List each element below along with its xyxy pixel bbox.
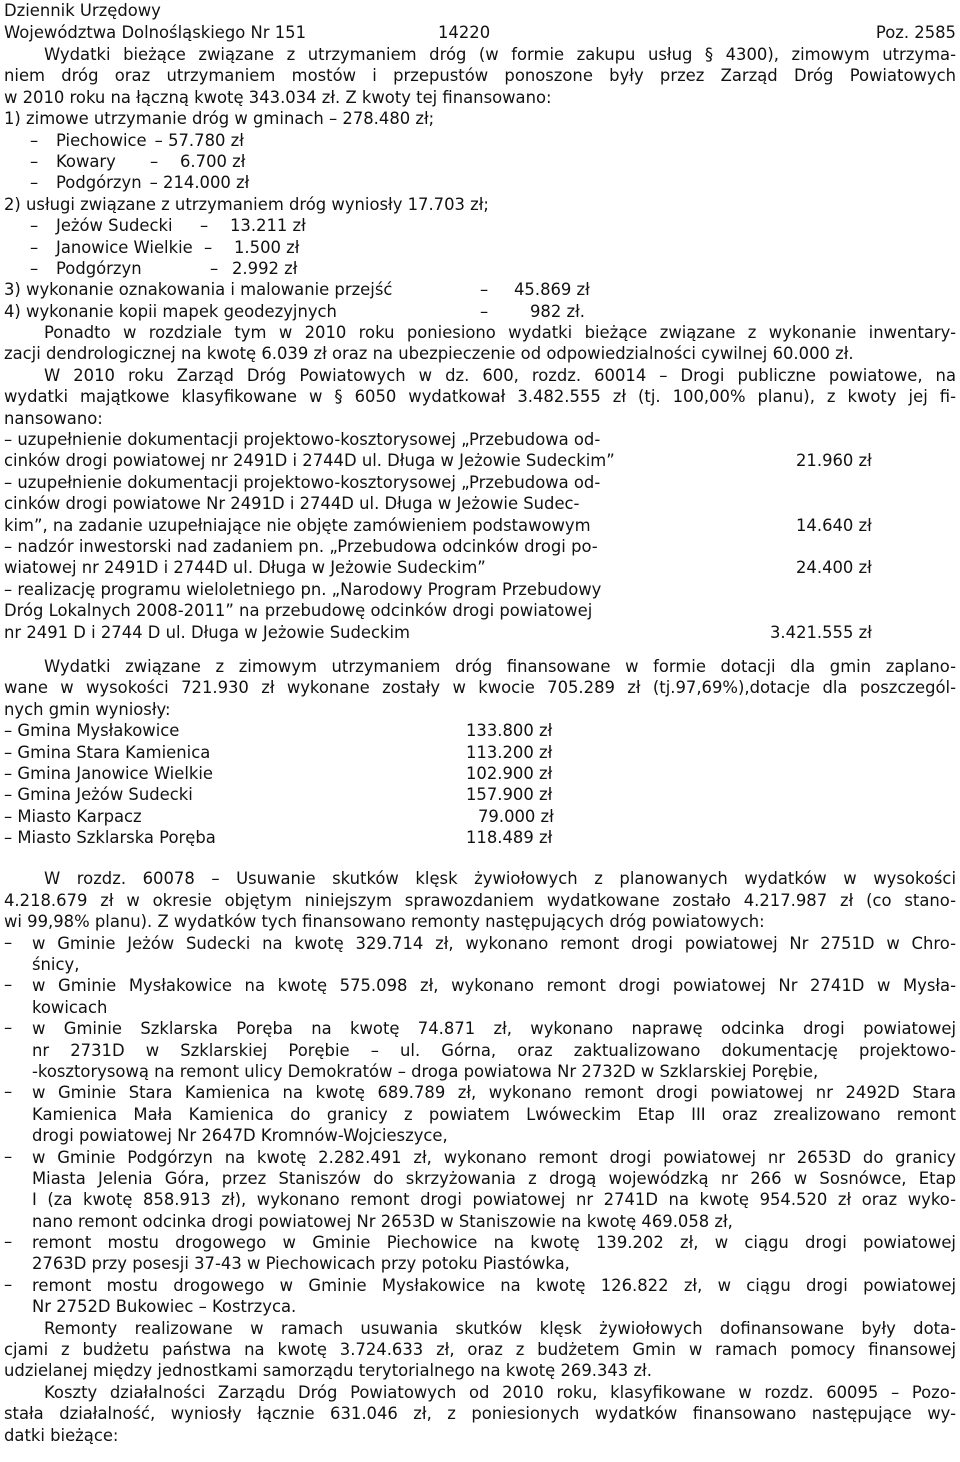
winter-row: – Podgórzyn – 214.000 zł [30,173,250,193]
text-line: udzielanej między jednostkami samorządu terytorialnego na kwotę 269.343 zł. [4,1361,652,1381]
journal-header-row [4,22,956,44]
text-line: Wydatki związane z zimowym utrzymaniem dróg finansowane w formie dotacji dla gmin zaplano- [44,656,956,676]
gmina-row: – Gmina Mysłakowice 133.800 zł [4,721,553,741]
text-line: datki bieżące: [4,1425,119,1445]
winter-row: – Piechowice – 57.780 zł [30,130,244,150]
amount: 45.869 zł [514,280,590,300]
text-line: cinków drogi powiatowej nr 2491D i 2744D ul. Długa w Jeżowie Sudeckim” 21.960 zł [4,451,872,471]
text-line: nansowano: [4,408,103,428]
amount: 133.800 zł [466,721,553,741]
gmina-row: – Gmina Stara Kamienica 113.200 zł [4,742,553,762]
municipality-name: Podgórzyn [56,173,142,193]
text-line: cjami z budżetu państwa na kwotę 3.724.633 zł, oraz z budżetem Gmin w ramach pomocy finansowej [4,1340,956,1360]
text-line: 4.218.679 zł w okresie objętym niniejszym sprawozdaniem wydatkowane zostało 4.217.987 zł (co stano- [4,890,956,910]
amount: 21.960 zł [796,451,872,471]
municipality-name: Kowary [56,151,116,171]
journal-title: Dziennik Urzędowy [4,1,161,20]
amount: 13.211 zł [230,216,306,236]
list-item: 4) wykonanie kopii mapek geodezyjnych – 982 zł. [4,301,585,321]
investment-item [4,429,956,472]
text-line: Remonty realizowane w ramach usuwania skutków klęsk żywiołowych dofinansowane były dota- [44,1318,956,1338]
repair-item: – w Gminie Podgórzyn na kwotę 2.282.491 zł, wykonano remont drogi powiatowej nr 2653D do granicy Miasta Jelenia Góra, przez Staniszów do skrzyżowania z drogą wojewódzką nr 266 w Sosnówce, Etap I (za kwotę 858.913 zł), wykonano remont drogi powiatowej nr 2741D na kwotę 954.520 zł oraz wyko- nano remont odcinka drogi powiatowej Nr 2653D w Staniszowie na kwotę 469.058 zł, [4,1146,956,1231]
journal-voivodeship: Województwa Dolnośląskiego Nr 151 [4,23,307,42]
amount: 14.640 zł [796,515,872,535]
journal-position: Poz. 2585 [875,23,956,42]
amount: 2.992 zł [232,258,298,278]
text-line: W rozdz. 60078 – Usuwanie skutków klęsk żywiołowych z planowanych wydatków w wysokości [44,869,956,889]
winter-row: – Kowary – 6.700 zł [30,151,246,171]
amount: 113.200 zł [466,742,553,762]
repair-item: – remont mostu drogowego w Gminie Piechowice na kwotę 139.202 zł, w ciągu drogi powiatowej 2763D przy posesji 37-43 w Piechowicach przy potoku Piastówka, [4,1232,956,1274]
list-item: 2) usługi związane z utrzymaniem dróg wyniosły 17.703 zł; [4,194,489,214]
services-row: – Janowice Wielkie – 1.500 zł [30,237,300,257]
document-page [4,0,956,1446]
gmina-row: – Gmina Jeżów Sudecki 157.900 zł [4,785,553,805]
amount: 6.700 zł [180,151,246,171]
municipality-name: Piechowice [56,130,147,150]
text-line: stała działalność, wyniosły łącznie 631.046 zł, z poniesionych wydatków finansowano następujące wy- [4,1404,956,1424]
text-line: Dróg Lokalnych 2008-2011” na przebudowę odcinków drogi powiatowej [4,601,593,621]
list-item: 1) zimowe utrzymanie dróg w gminach – 278.480 zł; [4,109,435,129]
amount: 24.400 zł [796,558,872,578]
amount: 157.900 zł [466,785,553,805]
text-line: Wydatki bieżące związane z utrzymaniem dróg (w formie zakupu usług § 4300), zimowym utrzyma- [44,45,956,64]
text-line: cinków drogi powiatowe Nr 2491D i 2744D ul. Długa w Jeżowie Sudec- [4,494,580,514]
text-line: nych gmin wyniosły: [4,699,171,719]
text-line: nr 2491 D i 2744 D ul. Długa w Jeżowie Sudeckim 3.421.555 zł [4,622,872,642]
text-line: niem dróg oraz utrzymaniem mostów i przepustów ponoszone były przez Zarząd Dróg Powiatowych [4,66,956,86]
municipality-name: Jeżów Sudecki [56,216,173,236]
gmina-row: – Gmina Janowice Wielkie 102.900 zł [4,763,553,783]
repair-item: – w Gminie Jeżów Sudecki na kwotę 329.714 zł, wykonano remont drogi powiatowej Nr 2751D w Chro- śnicy, [4,932,956,975]
text-line: wydatki majątkowe klasyfikowane w § 6050 wydatkował 3.482.555 zł (tj. 100,00% planu), z kwoty jej fi- [4,387,956,407]
amount: 57.780 zł [168,130,244,150]
amount: 79.000 zł [478,806,554,826]
text-line: W 2010 roku Zarząd Dróg Powiatowych w dz. 600, rozdz. 60014 – Drogi publiczne powiatowe, na [44,365,956,385]
text-line: – uzupełnienie dokumentacji projektowo-kosztorysowej „Przebudowa od- [4,472,601,492]
services-row: – Jeżów Sudecki – 13.211 zł [30,216,306,236]
text-line: – nadzór inwestorski nad zadaniem pn. „Przebudowa odcinków drogi po- [4,536,598,556]
investment-item [4,472,956,536]
repair-item: – w Gminie Mysłakowice na kwotę 575.098 zł, wykonano remont drogi powiatowej Nr 2741D w Mysła- kowicach [4,975,956,1017]
amount: 1.500 zł [234,237,300,257]
investment-item [4,536,956,579]
municipality-name: Podgórzyn [56,258,142,278]
text-line: zacji dendrologicznej na kwotę 6.039 zł oraz na ubezpieczenie od odpowiedzialności cywilnej 60.000 zł. [4,344,854,364]
gmina-row: – Miasto Szklarska Poręba 118.489 zł [4,828,553,848]
amount: 214.000 zł [163,173,250,193]
text-line: – uzupełnienie dokumentacji projektowo-kosztorysowej „Przebudowa od- [4,430,601,450]
text-line: Ponadto w rozdziale tym w 2010 roku poniesiono wydatki bieżące związane z wykonanie inwentary- [44,323,956,343]
repair-item: – remont mostu drogowego w Gminie Mysłakowice na kwotę 126.822 zł, w ciągu drogi powiatowej Nr 2752D Bukowiec – Kostrzyca. [4,1274,956,1317]
text-line: wane w wysokości 721.930 zł wykonane zostały w kwocie 705.289 zł (tj.97,69%),dotacje dla poszczegól- [4,678,956,698]
amount: 102.900 zł [466,763,553,783]
text-line: wiatowej nr 2491D i 2744D ul. Długa w Jeżowie Sudeckim” 24.400 zł [4,558,872,578]
municipality-name: Janowice Wielkie [56,237,193,257]
text-line: wi 99,98% planu). Z wydatków tych finansowano remonty następujących dróg powiatowych: [4,912,765,932]
gmina-row: – Miasto Karpacz 79.000 zł [4,806,554,826]
amount: 118.489 zł [466,828,553,848]
list-item: 3) wykonanie oznakowania i malowanie przejść – 45.869 zł [4,280,590,300]
repair-item: – w Gminie Stara Kamienica na kwotę 689.789 zł, wykonano remont drogi powiatowej nr 2492D Stara Kamienica Mała Kamienica do granicy z powiatem Lwóweckim Etap III oraz zrealizowano remont drogi powiatowej Nr 2647D Kromnów-Wojcieszyce, [4,1082,956,1146]
text-line: w 2010 roku na łączną kwotę 343.034 zł. Z kwoty tej finansowano: [4,87,552,107]
investment-item [4,579,956,643]
journal-page-number: 14220 [438,23,491,42]
amount: 3.421.555 zł [770,622,872,642]
text-line: kim”, na zadanie uzupełniające nie objęte zamówieniem podstawowym 14.640 zł [4,515,872,535]
services-row: – Podgórzyn – 2.992 zł [30,258,298,278]
text-line: – realizację programu wieloletniego pn. „Narodowy Program Przebudowy [4,579,602,599]
amount: 982 zł. [530,301,585,321]
repair-item: – w Gminie Szklarska Poręba na kwotę 74.871 zł, wykonano naprawę odcinka drogi powiatowej nr 2731D w Szklarskiej Porębie – ul. Górna, oraz zaktualizowano dokumentację projektowo- -kosztorysową na remont ulicy Demokratów – droga powiatowa Nr 2732D w Szklarskiej Porębie, [4,1018,956,1081]
text-line: Koszty działalności Zarządu Dróg Powiatowych od 2010 roku, klasyfikowane w rozdz. 60095 – Pozo- [44,1382,956,1402]
